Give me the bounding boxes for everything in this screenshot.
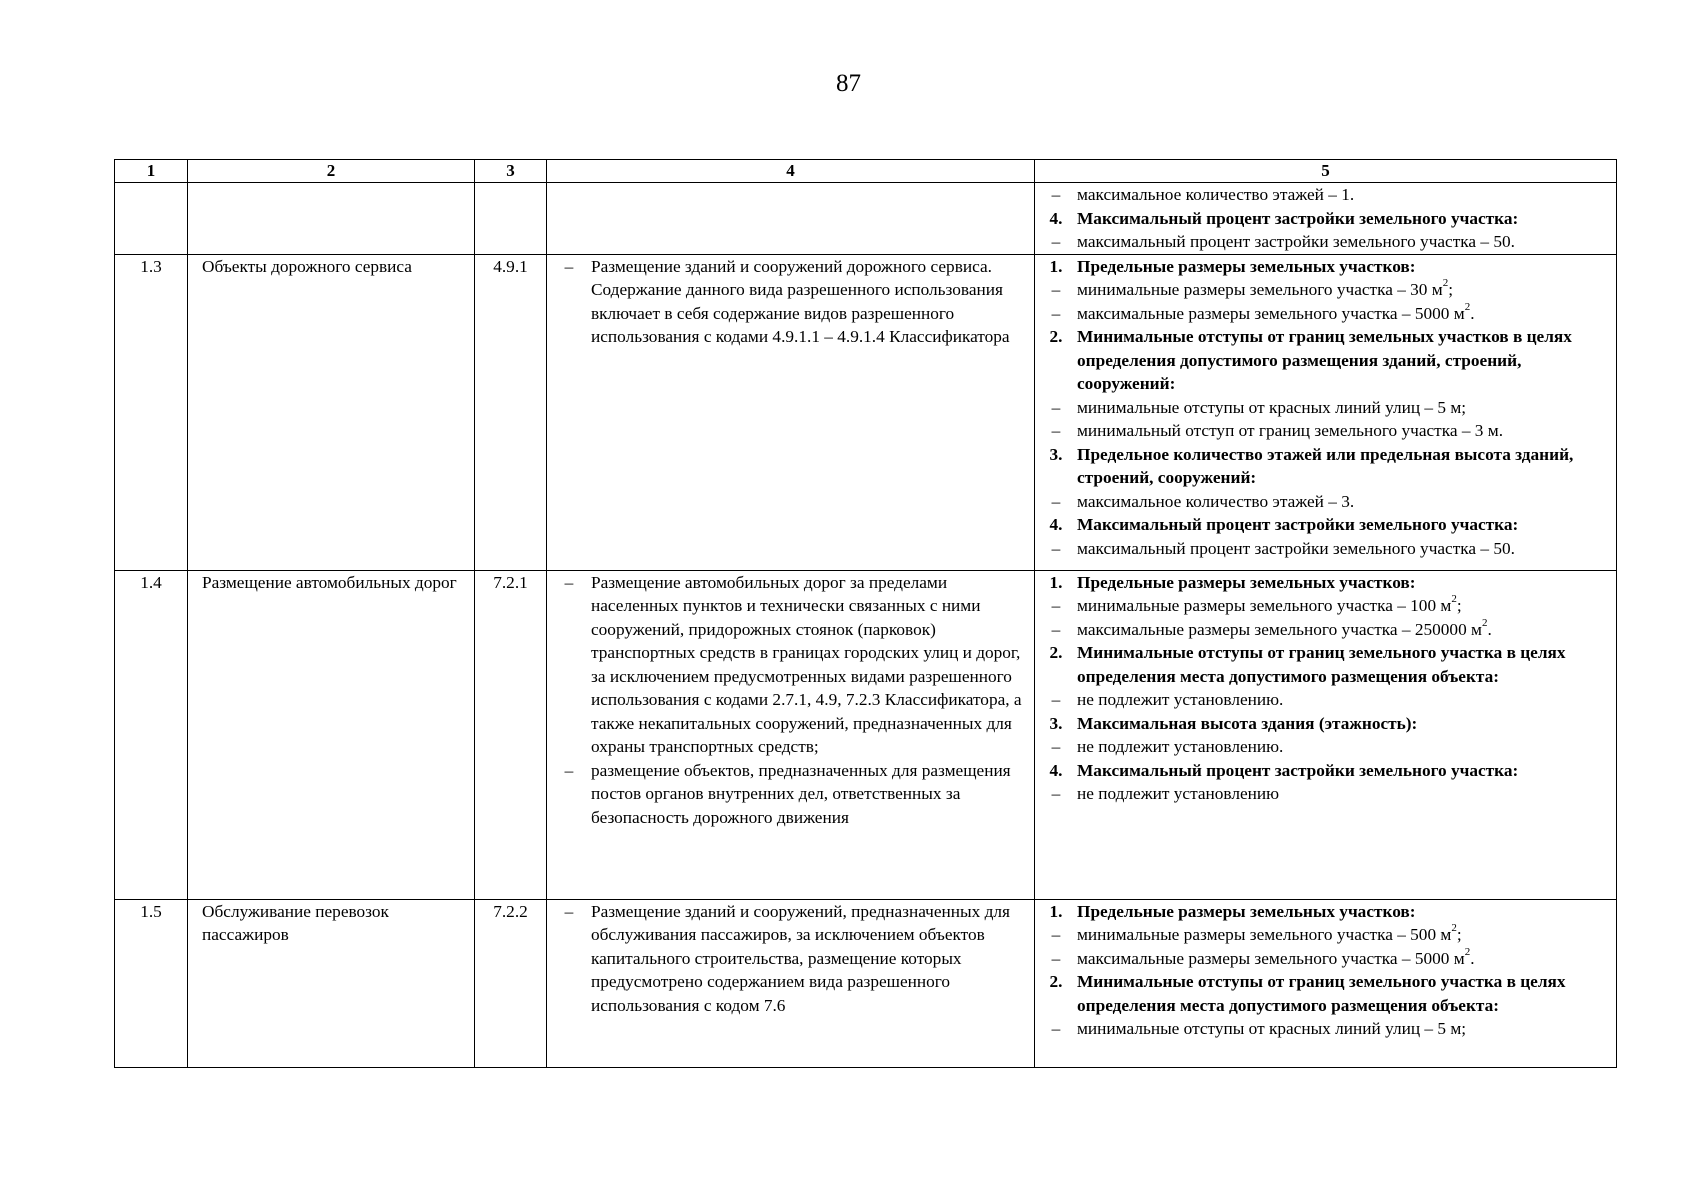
parameter-value: максимальные размеры земельного участка – 5000 м <box>1077 303 1465 323</box>
list-marker: 1. <box>1049 256 1063 276</box>
parameter-item <box>1035 947 1610 971</box>
parameter-value: максимальные размеры земельного участка – 5000 м <box>1077 948 1465 968</box>
parameter-value: Предельные размеры земельных участков: <box>1077 256 1416 276</box>
list-marker: – <box>1051 232 1061 251</box>
table-body <box>115 183 1617 1068</box>
parameter-item <box>1035 183 1610 207</box>
parameter-item <box>1035 1017 1610 1041</box>
parameter-value: Минимальные отступы от границ земельных участков в целях определения допустимого размещения зданий, строений, сооружений: <box>1077 327 1572 393</box>
parameter-value: не подлежит установлению. <box>1077 737 1284 756</box>
description-item <box>547 255 1028 349</box>
table-row <box>115 254 1617 570</box>
table-row <box>115 570 1617 899</box>
parameter-value: максимальное количество этажей – 1. <box>1077 185 1355 204</box>
list-marker: – <box>1051 619 1061 639</box>
description-text: Размещение автомобильных дорог за пределами населенных пунктов и технически связанных с ними сооружений, придорожных стоянок (парковок) транспортных средств в границах городских улиц и дорог, за исключением предусмотренных видами разрешенного использования с кодами 2.7.1, 4.9, 7.2.3 Классификатора, а также некапитальных сооружений, предназначенных для охраны транспортных средств; <box>591 572 1022 756</box>
parameter-item <box>1035 923 1610 947</box>
parameter-text <box>1077 302 1610 326</box>
list-marker: – <box>1051 737 1061 756</box>
parameters <box>1035 570 1617 899</box>
parameter-value: максимальный процент застройки земельного участка – 50. <box>1077 232 1515 251</box>
parameter-item <box>1035 419 1610 443</box>
parameter-value: минимальные размеры земельного участка – 500 м <box>1077 925 1452 944</box>
parameter-value: Максимальная высота здания (этажность): <box>1077 713 1418 733</box>
list-marker: – <box>1051 784 1061 803</box>
classifier-code: 7.2.2 <box>475 899 547 1067</box>
description-text: Размещение зданий и сооружений, предназначенных для обслуживания пассажиров, за исключением объектов капитального строительства, размещение которых предусмотрено содержанием вида разрешенного использования с кодом 7.6 <box>591 901 1010 1015</box>
parameter-text <box>1077 325 1610 396</box>
parameter-value: не подлежит установлению. <box>1077 690 1284 709</box>
zoning-table <box>114 159 1617 1068</box>
parameter-item <box>1035 302 1610 326</box>
list-marker: – <box>564 572 574 592</box>
description-text: Размещение зданий и сооружений дорожного сервиса. Содержание данного вида разрешенного использования включает в себя содержание видов разрешенного использования с кодами 4.9.1.1 – 4.9.1.4 Классификатора <box>591 256 1010 346</box>
unit-superscript: 2 <box>1451 593 1457 606</box>
parameter-value: минимальный отступ от границ земельного участка – 3 м. <box>1077 421 1504 440</box>
parameter-item <box>1035 537 1610 561</box>
list-marker: – <box>1051 538 1061 558</box>
parameter-item <box>1035 618 1610 642</box>
list-marker: – <box>564 256 574 276</box>
parameter-value: Максимальный процент застройки земельного участка: <box>1077 208 1519 228</box>
table-header-row <box>115 160 1617 183</box>
list-marker: – <box>1051 421 1061 440</box>
parameter-heading <box>1035 759 1610 783</box>
parameter-text <box>1077 490 1610 514</box>
use-type-name <box>188 183 475 255</box>
list-marker: – <box>1051 948 1061 968</box>
classifier-code: 7.2.1 <box>475 570 547 899</box>
parameter-text <box>1077 571 1610 595</box>
description-item <box>547 759 1028 830</box>
parameter-item <box>1035 782 1610 806</box>
parameter-value: Минимальные отступы от границ земельного участка в целях определения места допустимого размещения объекта: <box>1077 972 1566 1015</box>
punctuation: . <box>1470 948 1475 968</box>
list-marker: 1. <box>1049 901 1063 921</box>
list-marker: – <box>564 760 574 780</box>
punctuation: . <box>1487 619 1492 639</box>
punctuation: ; <box>1448 280 1454 299</box>
parameter-text <box>1077 641 1610 688</box>
description-text: размещение объектов, предназначенных для размещения постов органов внутренних дел, ответственных за безопасность дорожного движения <box>591 760 1011 827</box>
list-marker: 1. <box>1049 572 1063 592</box>
use-description <box>547 183 1035 255</box>
list-marker: – <box>564 901 574 921</box>
parameter-heading <box>1035 207 1610 231</box>
parameter-text <box>1077 900 1610 924</box>
parameter-text <box>1077 923 1610 947</box>
list-marker: 4. <box>1049 515 1063 534</box>
unit-superscript: 2 <box>1442 277 1449 290</box>
parameter-value: Предельные размеры земельных участков: <box>1077 901 1416 921</box>
parameter-item <box>1035 230 1610 254</box>
table-row <box>115 899 1617 1067</box>
header-col-4: 4 <box>547 160 1035 183</box>
parameter-value: минимальные отступы от красных линий улиц – 5 м; <box>1077 1019 1467 1038</box>
classifier-code <box>475 183 547 255</box>
list-marker: 4. <box>1049 208 1063 228</box>
list-marker: 3. <box>1049 713 1063 733</box>
parameters <box>1035 899 1617 1067</box>
parameter-heading <box>1035 641 1610 688</box>
use-description <box>547 254 1035 570</box>
punctuation: . <box>1470 303 1475 323</box>
parameter-text <box>1077 230 1610 254</box>
unit-superscript: 2 <box>1451 922 1457 935</box>
parameter-item <box>1035 735 1610 759</box>
parameter-heading <box>1035 513 1610 537</box>
parameter-text <box>1077 278 1610 302</box>
list-marker: – <box>1051 303 1061 323</box>
list-marker: – <box>1051 491 1061 511</box>
unit-superscript: 2 <box>1464 945 1471 958</box>
parameters <box>1035 183 1617 255</box>
punctuation: ; <box>1456 925 1462 944</box>
use-description <box>547 899 1035 1067</box>
parameter-value: максимальные размеры земельного участка – 250000 м <box>1077 619 1482 639</box>
parameter-heading <box>1035 900 1610 924</box>
description-item <box>547 900 1028 1018</box>
parameter-text <box>1077 537 1610 561</box>
parameter-text <box>1077 255 1610 279</box>
parameter-item <box>1035 688 1610 712</box>
parameter-item <box>1035 490 1610 514</box>
classifier-code: 4.9.1 <box>475 254 547 570</box>
parameter-value: минимальные отступы от красных линий улиц – 5 м; <box>1077 397 1467 417</box>
parameter-value: Минимальные отступы от границ земельного участка в целях определения места допустимого размещения объекта: <box>1077 643 1566 686</box>
parameter-text <box>1077 947 1610 971</box>
parameter-text <box>1077 443 1610 490</box>
row-number <box>115 183 188 255</box>
list-marker: 4. <box>1049 760 1063 780</box>
parameters <box>1035 254 1617 570</box>
parameter-value: Максимальный процент застройки земельного участка: <box>1077 515 1519 534</box>
unit-superscript: 2 <box>1481 616 1488 629</box>
parameter-text <box>1077 735 1610 759</box>
parameter-item <box>1035 594 1610 618</box>
parameter-heading <box>1035 571 1610 595</box>
parameter-heading <box>1035 325 1610 396</box>
parameter-text <box>1077 782 1610 806</box>
parameter-value: Максимальный процент застройки земельного участка: <box>1077 760 1519 780</box>
list-marker: 3. <box>1049 444 1063 464</box>
parameter-text <box>1077 759 1610 783</box>
header-col-5: 5 <box>1035 160 1617 183</box>
parameter-text <box>1077 207 1610 231</box>
list-marker: – <box>1051 690 1061 709</box>
page-number: 87 <box>836 70 861 97</box>
parameter-value: максимальный процент застройки земельного участка – 50. <box>1077 538 1515 558</box>
list-marker: 2. <box>1049 643 1063 662</box>
parameter-text <box>1077 594 1610 618</box>
parameter-text <box>1077 970 1610 1017</box>
header-col-1: 1 <box>115 160 188 183</box>
list-marker: – <box>1051 925 1061 944</box>
parameter-text <box>1077 712 1610 736</box>
parameter-item <box>1035 278 1610 302</box>
parameter-text <box>1077 513 1610 537</box>
row-number: 1.3 <box>115 254 188 570</box>
table-row <box>115 183 1617 255</box>
parameter-heading <box>1035 970 1610 1017</box>
parameter-item <box>1035 396 1610 420</box>
parameter-text <box>1077 183 1610 207</box>
parameter-value: Предельные размеры земельных участков: <box>1077 572 1416 592</box>
list-marker: – <box>1051 280 1061 299</box>
parameter-value: не подлежит установлению <box>1077 784 1280 803</box>
list-marker: – <box>1051 596 1061 615</box>
list-marker: – <box>1051 1019 1061 1038</box>
parameter-heading <box>1035 443 1610 490</box>
header-col-2: 2 <box>188 160 475 183</box>
punctuation: ; <box>1456 596 1462 615</box>
parameter-heading <box>1035 255 1610 279</box>
use-type-name: Обслуживание перевозок пассажиров <box>188 899 475 1067</box>
use-description <box>547 570 1035 899</box>
unit-superscript: 2 <box>1464 300 1471 313</box>
row-number: 1.4 <box>115 570 188 899</box>
header-col-3: 3 <box>475 160 547 183</box>
list-marker: – <box>1051 397 1061 417</box>
description-item <box>547 571 1028 759</box>
parameter-value: минимальные размеры земельного участка – 30 м <box>1077 280 1443 299</box>
parameter-value: Предельное количество этажей или предельная высота зданий, строений, сооружений: <box>1077 444 1574 487</box>
parameter-text <box>1077 1017 1610 1041</box>
parameter-text <box>1077 618 1610 642</box>
list-marker: 2. <box>1049 972 1063 991</box>
parameter-text <box>1077 688 1610 712</box>
parameter-value: максимальное количество этажей – 3. <box>1077 491 1355 511</box>
list-marker: 2. <box>1049 327 1063 346</box>
parameter-heading <box>1035 712 1610 736</box>
parameter-text <box>1077 396 1610 420</box>
use-type-name: Размещение автомобильных дорог <box>188 570 475 899</box>
use-type-name: Объекты дорожного сервиса <box>188 254 475 570</box>
list-marker: – <box>1051 185 1061 204</box>
parameter-text <box>1077 419 1610 443</box>
row-number: 1.5 <box>115 899 188 1067</box>
parameter-value: минимальные размеры земельного участка – 100 м <box>1077 596 1452 615</box>
